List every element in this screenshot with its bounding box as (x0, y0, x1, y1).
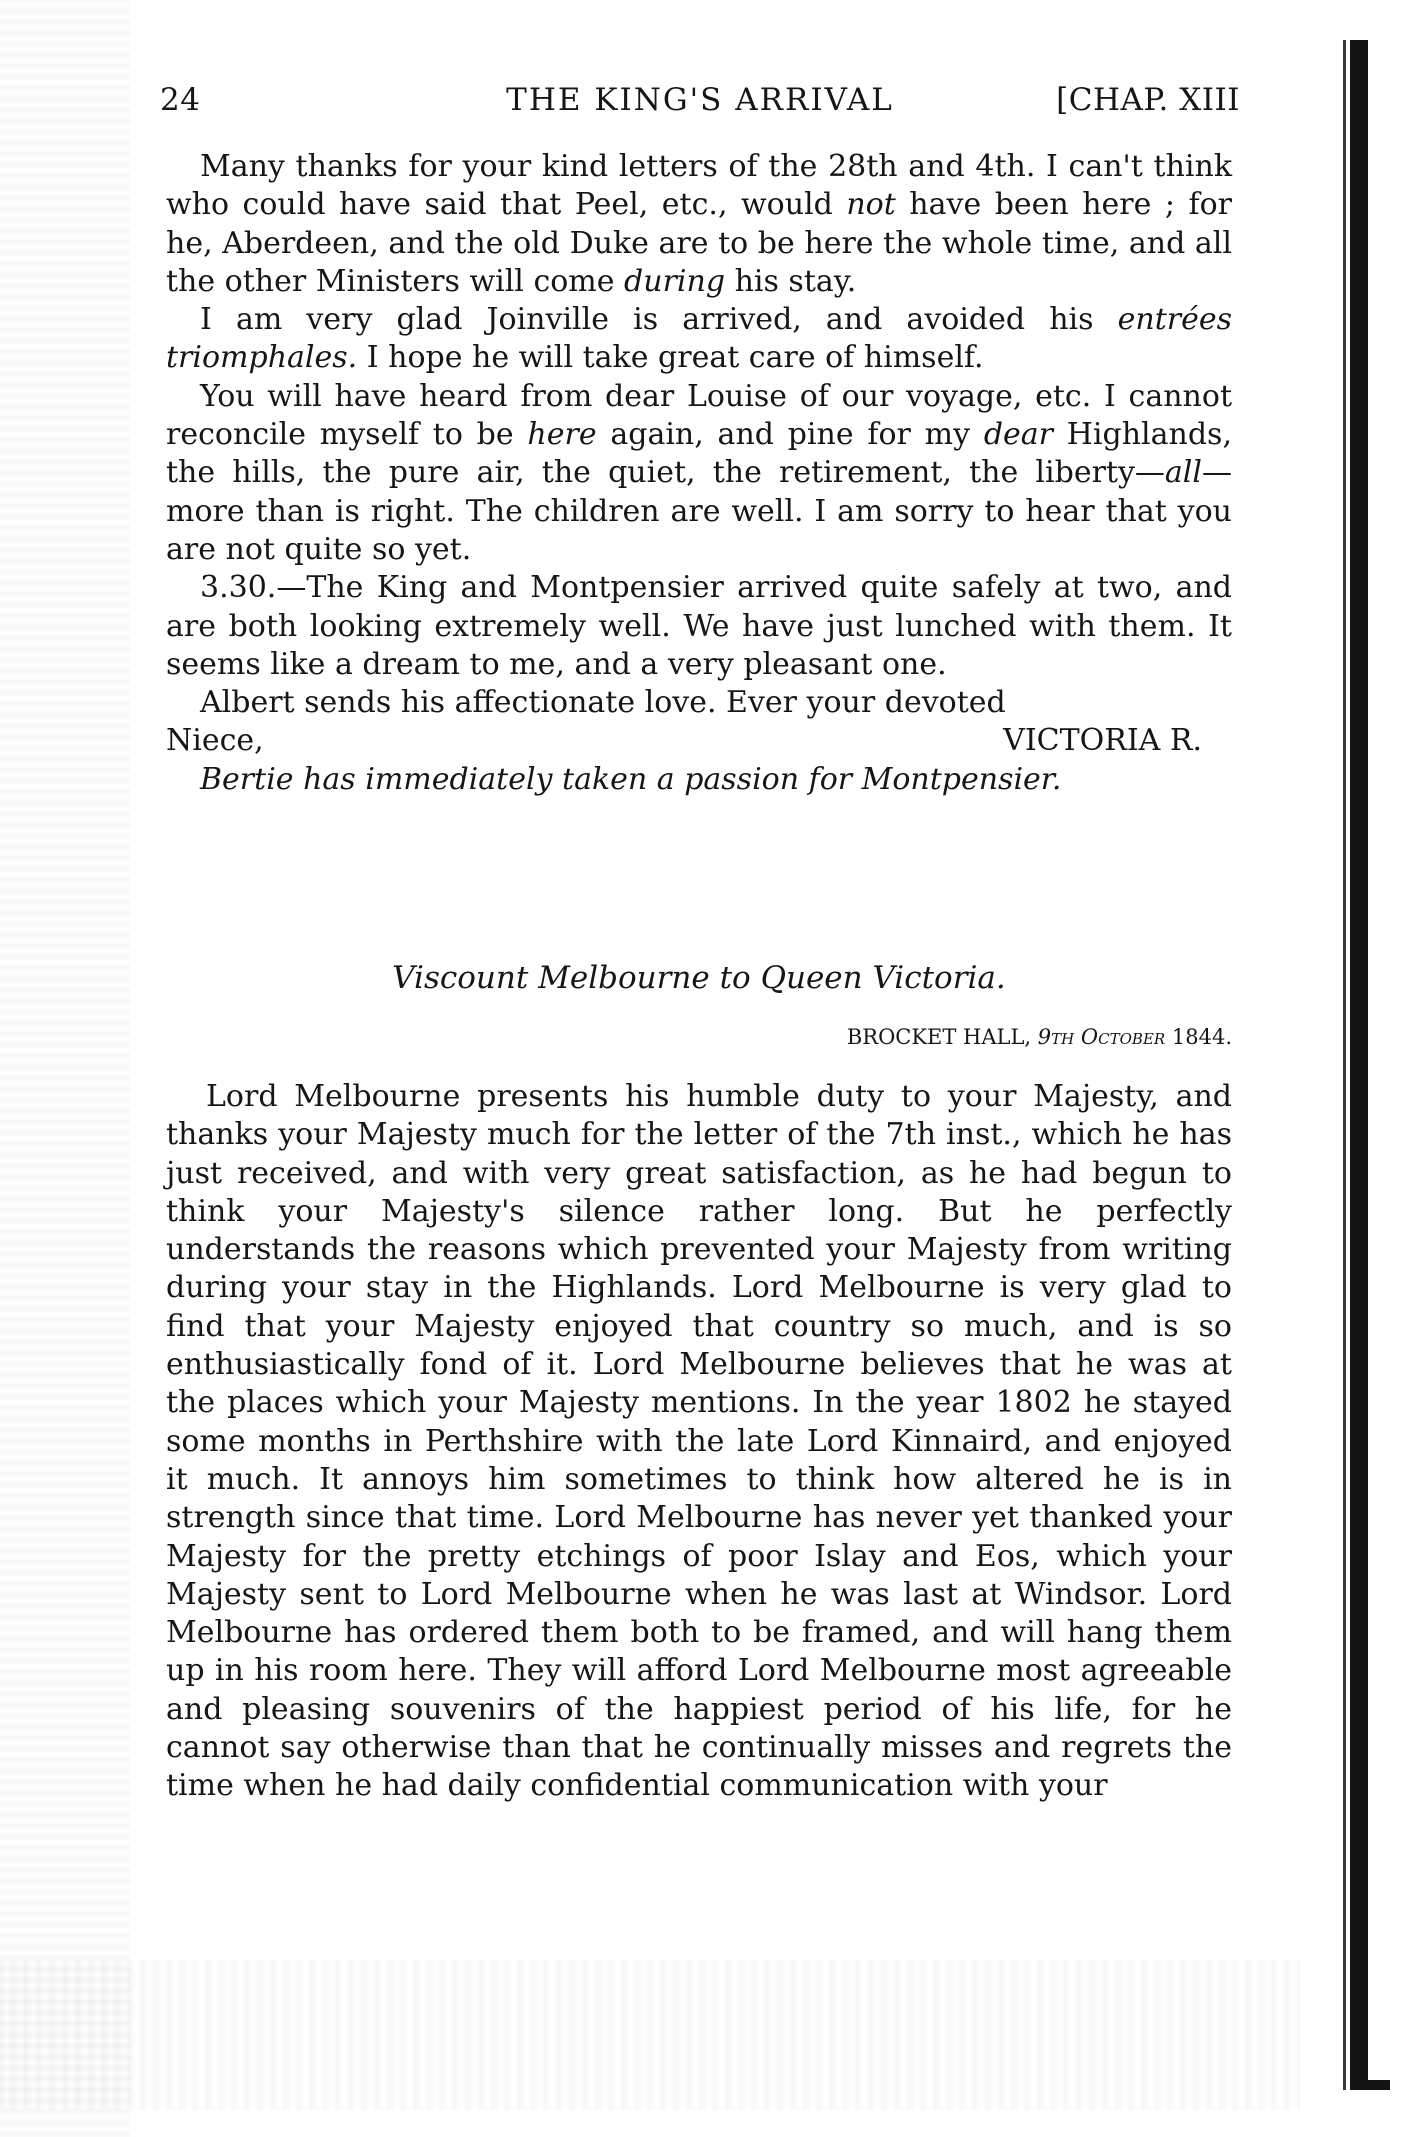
dateline-date: 9th October (1037, 1025, 1166, 1049)
dateline (166, 1025, 1232, 1049)
paragraph-3: You will have heard from dear Louise of our voyage, etc. I cannot reconcile myself to be here again, and pine for my dear Highlands, the hills, the pure air, the quiet, the retirement, the liberty—all—more than is right. The children are well. I am sorry to hear that you are not quite so yet. (166, 378, 1232, 567)
paragraph-2: I am very glad Joinville is arrived, and avoided his entrées triomphales. I hope he will take great care of himself. (166, 302, 1232, 376)
binding-shadow-thin (1343, 40, 1346, 2090)
dateline-place: BROCKET HALL, (846, 1025, 1032, 1049)
dateline-year: 1844. (1171, 1025, 1232, 1049)
letter-victoria (166, 148, 1232, 799)
running-header (160, 82, 1240, 126)
letter-heading: Viscount Melbourne to Queen Victoria. (392, 960, 1006, 996)
paragraph-1: Many thanks for your kind letters of the 28th and 4th. I can't think who could have said that Peel, etc., would not have been here ; for he, Aberdeen, and the old Duke are to be here the whole time, and all the other Ministers will come during his stay. (166, 149, 1232, 299)
page-number: 24 (160, 82, 201, 118)
scan-noise-left (0, 0, 130, 2137)
paragraph-4: 3.30.—The King and Montpensier arrived quite safely at two, and are both looking extremely well. We have just lunched with them. It seems like a dream to me, and a very pleasant one. (166, 570, 1232, 682)
signature-line (166, 722, 1232, 760)
postscript: Bertie has immediately taken a passion for Montpensier. (200, 761, 1062, 797)
scan-noise-bottom (0, 1960, 1300, 2110)
letter-body: Lord Melbourne presents his humble duty to your Majesty, and thanks your Majesty much for the letter of the 7th inst., which he has just received, and with very great satisfaction, as he had begun to think your Majesty's silence rather long. But he perfectly understands the reasons which prevented your Majesty from writing during your stay in the Highlands. Lord Melbourne is very glad to find that your Majesty enjoyed that country so much, and is so enthusiastically fond of it. Lord Melbourne believes that he was at the places which your Majesty mentions. In the year 1802 he stayed some months in Perthshire with the late Lord Kinnaird, and enjoyed it much. It annoys him sometimes to think how altered he is in strength since that time. Lord Melbourne has never yet thanked your Majesty for the pretty etchings of poor Islay and Eos, which your Majesty sent to Lord Melbourne when he was last at Windsor. Lord Melbourne has ordered them both to be framed, and will hang them up in his room here. They will afford Lord Melbourne most agreeable and pleasing souvenirs of the happiest period of his life, for he cannot say otherwise than that he continually misses and regrets the time when he had daily confidential communication with your (166, 1079, 1232, 1804)
chapter-label: [CHAP. XIII (1056, 82, 1240, 118)
paragraph-5: Albert sends his affectionate love. Ever your devoted (200, 685, 1006, 721)
closing-word: Niece, (166, 723, 264, 759)
letter-melbourne (166, 1078, 1232, 1806)
running-title: THE KING'S ARRIVAL (506, 82, 894, 118)
signature: VICTORIA R. (1003, 723, 1202, 759)
binding-shadow (1350, 40, 1368, 2090)
binding-shadow-foot (1350, 2080, 1390, 2090)
